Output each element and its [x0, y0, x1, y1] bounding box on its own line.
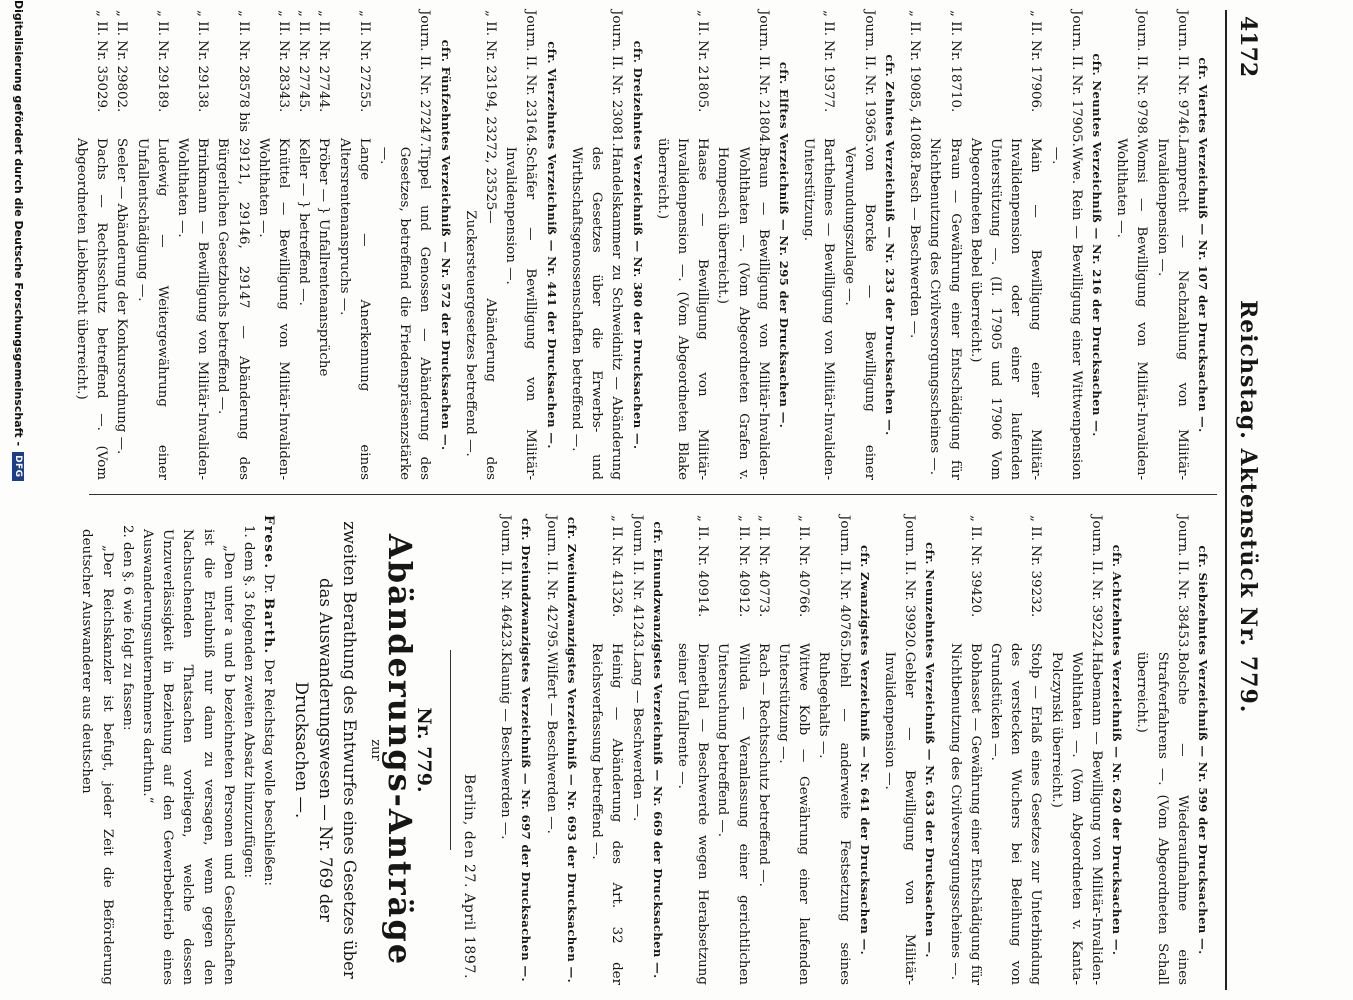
petition-entry: [798, 10, 838, 480]
header-rule: [1225, 10, 1227, 990]
petition-text: 29121, 29146, 29147 — Abänderung des Bürgerlichen Gesetzbuchs betreffend —.: [215, 138, 251, 480]
petition-text: Wittwe Kolb — Gewährung einer laufenden Unterstützung —.: [775, 643, 812, 985]
petition-text: Rach — Rechtsschutz betreffend —.: [755, 643, 771, 887]
petition-text: Wwe. Rein — Bewilligung einer Wittwenpension —.: [1048, 146, 1084, 480]
journal-reference: „ II. Nr. 40773.: [755, 515, 771, 618]
section-heading: cfr. Viertes Verzeichniß — Nr. 107 der Drucksachen —.: [1196, 57, 1210, 433]
petition-text: Handelskammer zu Schweidnitz — Abänderung des Gesetzes über die Erwerbs- und Wirthschaftsgenossenschaften betreffend —.: [568, 146, 625, 480]
motion-author: Frese.: [261, 515, 278, 570]
journal-reference: „ II. Nr. 27744.: [316, 10, 332, 113]
petition-text: Gebler — Bewilligung von Militär-Invalidenpension —.: [881, 651, 918, 985]
journal-reference: „ II. Nr. 29138.: [195, 10, 211, 113]
petition-entry: [131, 10, 171, 480]
document-title: Abänderungs-Anträge: [380, 533, 419, 967]
petition-text: Schäfer — Bewilligung von Militär-Invalidenpension —.: [503, 146, 539, 480]
section-heading: cfr. Zweiundzwanzigstes Verzeichniß — Nr. 693 der Drucksachen —.: [564, 516, 579, 984]
digitization-credit: [12, 0, 25, 1000]
petition-text: Ludewig — Weitergewährung einer Unfallentschädigung —.: [134, 138, 170, 480]
petition-entry: [212, 10, 252, 480]
petition-text: Knüttel — Bewilligung von Militär-Invaliden-Wohlthaten —.: [255, 138, 292, 480]
petition-entry: [172, 10, 212, 480]
petition-text: Main — Bewilligung einer Militär-Invalidenpension oder einer laufenden Unterstützung —. (II. 17905 und 17906 Vom Abgeordneten Bebel überreicht.): [967, 138, 1044, 480]
petition-entry: [333, 10, 373, 480]
section-heading: cfr. Vierzehntes Verzeichniß — Nr. 441 der Drucksachen —.: [544, 41, 559, 449]
journal-reference: „ II. Nr. 29189.: [154, 10, 170, 113]
petition-text: Lange — Anerkennung eines Altersrentenanspruchs —.: [336, 138, 372, 480]
petition-text: Diehl — anderweite Festsetzung seines Ruhegehalts —.: [816, 651, 852, 985]
petition-text: Braun — Gewährung einer Entschädigung für Nichtbenutzung des Civilversorgungsscheines —.: [927, 138, 963, 480]
petition-text: Bobhasset — Gewährung einer Entschädigung für Nichtbenutzung des Civilversorgungsscheines —.: [947, 643, 983, 985]
petition-text: Wiluda — Veranlassung einer gerichtlichen Untersuchung betreffend —.: [715, 643, 751, 985]
petition-text: Tippel und Genossen — Abänderung des Gesetzes, betreffend die Friedenspräsenzstärke —.: [377, 146, 433, 480]
motion-intro-text: Der Reichstag wolle beschließen:: [261, 658, 277, 886]
petition-entry: [1131, 515, 1192, 985]
petition-text: Dachs — Rechtsschutz betreffend —. (Vom Abgeordneten Liebknecht überreicht.): [74, 138, 110, 480]
petition-text: Barthelmes — Bewilligung von Militär-Invaliden-Unterstützung.: [801, 138, 837, 480]
petition-entry: [495, 515, 515, 985]
journal-reference: Journ. II. Nr. 23164.: [523, 10, 539, 147]
journal-reference: Journ. II. Nr. 39224.: [1088, 515, 1104, 652]
journal-reference: Journ. II. Nr. 23081.: [609, 10, 625, 147]
petition-entry: [944, 515, 984, 985]
journal-reference: „ II. Nr. 27255.: [356, 10, 372, 113]
motion-item-2-quote: „Der Reichskanzler ist befugt, jeder Zeit die Beförderung deutscher Auswanderer aus deutschen: [79, 529, 115, 985]
petition-text: Pasch — Beschwerden —.: [907, 163, 923, 339]
motion-author-title: Dr.: [261, 573, 277, 594]
petition-entry: [813, 515, 853, 985]
section-heading: cfr. Elftes Verzeichniß — Nr. 295 der Drucksachen —.: [776, 61, 791, 429]
motion-item-2: 2. den §. 6 wie folgt zu fassen:: [119, 525, 135, 731]
petition-entry: [566, 10, 627, 480]
petition-entry: [985, 515, 1046, 985]
petition-entry: [1045, 10, 1085, 480]
motion-item-1-quote: „Den unter a und b bezeichneten Personen und Gesellschaften ist die Erlaubniß nur dann zu versagen, wenn gegen den Nachsuchenden Thatsachen vorliegen, welche dessen Unzuverlässigkeit in Beziehung auf den Gewerbebetrieb eines Auswanderungsunternehmers darthun.“: [140, 529, 236, 985]
dfg-logo: DFG: [13, 452, 25, 481]
journal-reference: „ II. Nr. 19085, 41088.: [907, 10, 923, 164]
petition-entry: [1045, 515, 1106, 985]
petition-entry: [712, 515, 752, 985]
journal-reference: Journ. II. Nr. 21804.: [755, 10, 771, 147]
journal-reference: „ II. Nr. 28343.: [276, 10, 292, 113]
section-heading: cfr. Dreizehntes Verzeichniß — Nr. 380 der Drucksachen —.: [630, 40, 645, 450]
petition-entry: [712, 10, 773, 480]
petition-text: Habemann — Bewilligung von Militär-Invaliden-Wohlthaten —. (Vom Abgeordneten v. Kanta-Polczynski überreicht.): [1048, 651, 1104, 985]
petition-entry: [652, 10, 713, 480]
right-column-entries: [495, 515, 1213, 985]
petition-entry: [672, 515, 712, 985]
petition-entry: [838, 10, 878, 480]
motion-item-1: 1. dem §. 3 folgenden zweiten Absatz hinzuzufügen:: [241, 525, 257, 879]
section-rule: [450, 650, 451, 850]
section-heading: cfr. Zwanzigstes Verzeichniß — Nr. 641 der Drucksachen —.: [857, 544, 872, 956]
journal-reference: „ II. Nr. 18710.: [947, 10, 963, 113]
petition-entry: [293, 10, 313, 480]
petition-text: Haase — Bewilligung von Militär-Invalidenpension —. (Vom Abgeordneten Blake überreicht.): [654, 138, 711, 480]
petition-entry: [111, 10, 131, 480]
petition-text: Heinig — Abänderung des Art. 32 der Reichsverfassung betreffend —.: [589, 643, 625, 985]
journal-reference: „ II. Nr. 35029.: [94, 10, 110, 113]
journal-reference: Journ. II. Nr. 39920.: [902, 515, 918, 652]
petition-text: Stolp — Erlaß eines Gesetzes zur Unterbindung des verstecken Wuchers bei Beleihung von Grundstücken —.: [987, 643, 1044, 985]
motion-author-person: Barth.: [261, 598, 278, 655]
document-zur: zur: [368, 739, 384, 761]
section-heading: cfr. Neunzehntes Verzeichniß — Nr. 633 der Drucksachen —.: [923, 542, 938, 958]
petition-entry: [626, 515, 646, 985]
journal-reference: „ II. Nr. 41326.: [609, 515, 625, 618]
petition-entry: [500, 10, 540, 480]
petition-text: Keller — } betreffend —.: [296, 138, 312, 306]
petition-entry: [904, 10, 924, 480]
journal-reference: „ II. Nr. 40914.: [695, 515, 711, 618]
journal-reference: „ II. Nr. 19377.: [821, 10, 837, 113]
petition-text: Klaunig — Beschwerden —.: [498, 651, 514, 840]
petition-entry: [460, 10, 500, 480]
journal-reference: „ II. Nr. 27745.: [296, 10, 312, 113]
petition-text: Lamprecht — Nachzahlung von Militär-Invalidenpension —.: [1154, 138, 1190, 480]
petition-entry: [965, 10, 1046, 480]
section-heading: cfr. Zehntes Verzeichniß — Nr. 233 der Drucksachen —.: [882, 54, 897, 436]
right-column: [76, 515, 1217, 985]
section-heading: cfr. Einundzwanzigstes Verzeichniß — Nr. 669 der Drucksachen —.: [650, 521, 665, 979]
petition-entry: [71, 10, 111, 480]
petition-entry: [753, 515, 773, 985]
petition-entry: [541, 515, 561, 985]
petition-text: Lang — Beschwerden —.: [629, 651, 645, 822]
petition-text: Pröber — } Unfallrentenansprüche: [316, 138, 332, 377]
journal-reference: Journ. II. Nr. 9746.: [1174, 10, 1190, 139]
journal-reference: Journ. II. Nr. 41243.: [629, 515, 645, 652]
journal-reference: Journ. II. Nr. 27247.: [417, 10, 433, 147]
petition-entry: [253, 10, 293, 480]
journal-reference: „ II. Nr. 23194, 23272, 23525: [483, 10, 499, 211]
journal-reference: Journ. II. Nr. 46423.: [498, 515, 514, 652]
section-heading: cfr. Neuntes Verzeichniß — Nr. 216 der Drucksachen —.: [1089, 53, 1104, 437]
petition-entry: [773, 515, 813, 985]
journal-reference: Journ. II. Nr. 17905.: [1068, 10, 1084, 147]
journal-reference: „ II. Nr. 39232.: [1028, 515, 1044, 618]
petition-text: von Borcke — Bewilligung einer Verwundungszulage —.: [841, 146, 877, 480]
page-number: 4172: [1235, 16, 1261, 78]
journal-reference: „ II. Nr. 17906.: [1028, 10, 1044, 113]
petition-text: Brinkmann — Bewilligung von Militär-Invaliden-Wohlthaten —.: [175, 138, 211, 480]
petition-entry: [374, 10, 435, 480]
petition-entry: [313, 10, 333, 480]
petition-entry: [924, 10, 964, 480]
section-heading: cfr. Achtzehntes Verzeichniß — Nr. 620 der Drucksachen —.: [1110, 544, 1125, 956]
petition-text: — Abänderung des Zuckersteuergesetzes betreffend —.: [462, 210, 499, 480]
journal-reference: „ II. Nr. 39420.: [967, 515, 983, 618]
journal-reference: „ II. Nr. 29802.: [114, 10, 130, 113]
petition-text: Wilfert — Beschwerden —.: [543, 651, 559, 834]
journal-reference: „ II. Nr. 40912.: [735, 515, 751, 618]
journal-reference: Journ. II. Nr. 19365.: [861, 10, 877, 147]
petition-text: Dienethal — Beschwerde wegen Herabsetzung seiner Unfallrente —.: [674, 643, 711, 985]
journal-reference: Journ. II. Nr. 38453.: [1174, 515, 1190, 652]
section-heading: cfr. Dreiundzwanzigstes Verzeichniß — Nr. 697 der Drucksachen —.: [519, 518, 534, 982]
petition-text: Braun — Bewilligung von Militär-Invaliden-Wohlthaten —. (Vom Abgeordneten Grafen v. Hompesch überreicht.): [715, 146, 771, 480]
page-header: [1221, 0, 1261, 1000]
journal-reference: „ II. Nr. 28578 bis: [235, 10, 251, 133]
journal-reference: „ II. Nr. 40766.: [796, 515, 812, 618]
petition-entry: [1151, 10, 1191, 480]
journal-reference: Journ. II. Nr. 42795.: [543, 515, 559, 652]
petition-text: Womsi — Bewilligung von Militär-Invaliden-Wohlthaten —.: [1114, 138, 1150, 480]
column-divider: [89, 494, 1217, 495]
motion-intro: [258, 515, 279, 985]
section-heading: cfr. Fünfzehntes Verzeichniß — Nr. 572 der Drucksachen —.: [438, 39, 453, 451]
journal-reference: „ II. Nr. 21805.: [695, 10, 711, 113]
document-number: Nr. 779.: [412, 707, 435, 793]
left-column: [71, 10, 1217, 480]
petition-entry: [586, 515, 626, 985]
petition-entry: [879, 515, 919, 985]
petition-text: Bolsche — Wiederaufnahme eines Strafverfahrens —. (Vom Abgeordneten Schall überreicht.): [1134, 651, 1190, 985]
journal-reference: Journ. II. Nr. 40765.: [836, 515, 852, 652]
credit-text: Digitalisierung gefördert durch die Deutsche Forschungsgemeinschaft -: [12, 0, 25, 447]
document-subtitle: zweiten Berathung des Entwurfes eines Gesetzes über das Auswanderungswesen — Nr. 769 der Drucksachen —.: [292, 521, 360, 979]
petition-text: Seeler — Abänderung der Konkursordnung —.: [114, 138, 130, 455]
place-date: Berlin, den 27. April 1897.: [461, 773, 478, 979]
journal-reference: Journ. II. Nr. 9798.: [1134, 10, 1150, 139]
section-heading: cfr. Siebzehntes Verzeichniß — Nr. 599 der Drucksachen —.: [1196, 545, 1210, 955]
running-head: Reichstag. Aktenstück Nr. 779.: [1235, 300, 1261, 714]
petition-entry: [1111, 10, 1151, 480]
